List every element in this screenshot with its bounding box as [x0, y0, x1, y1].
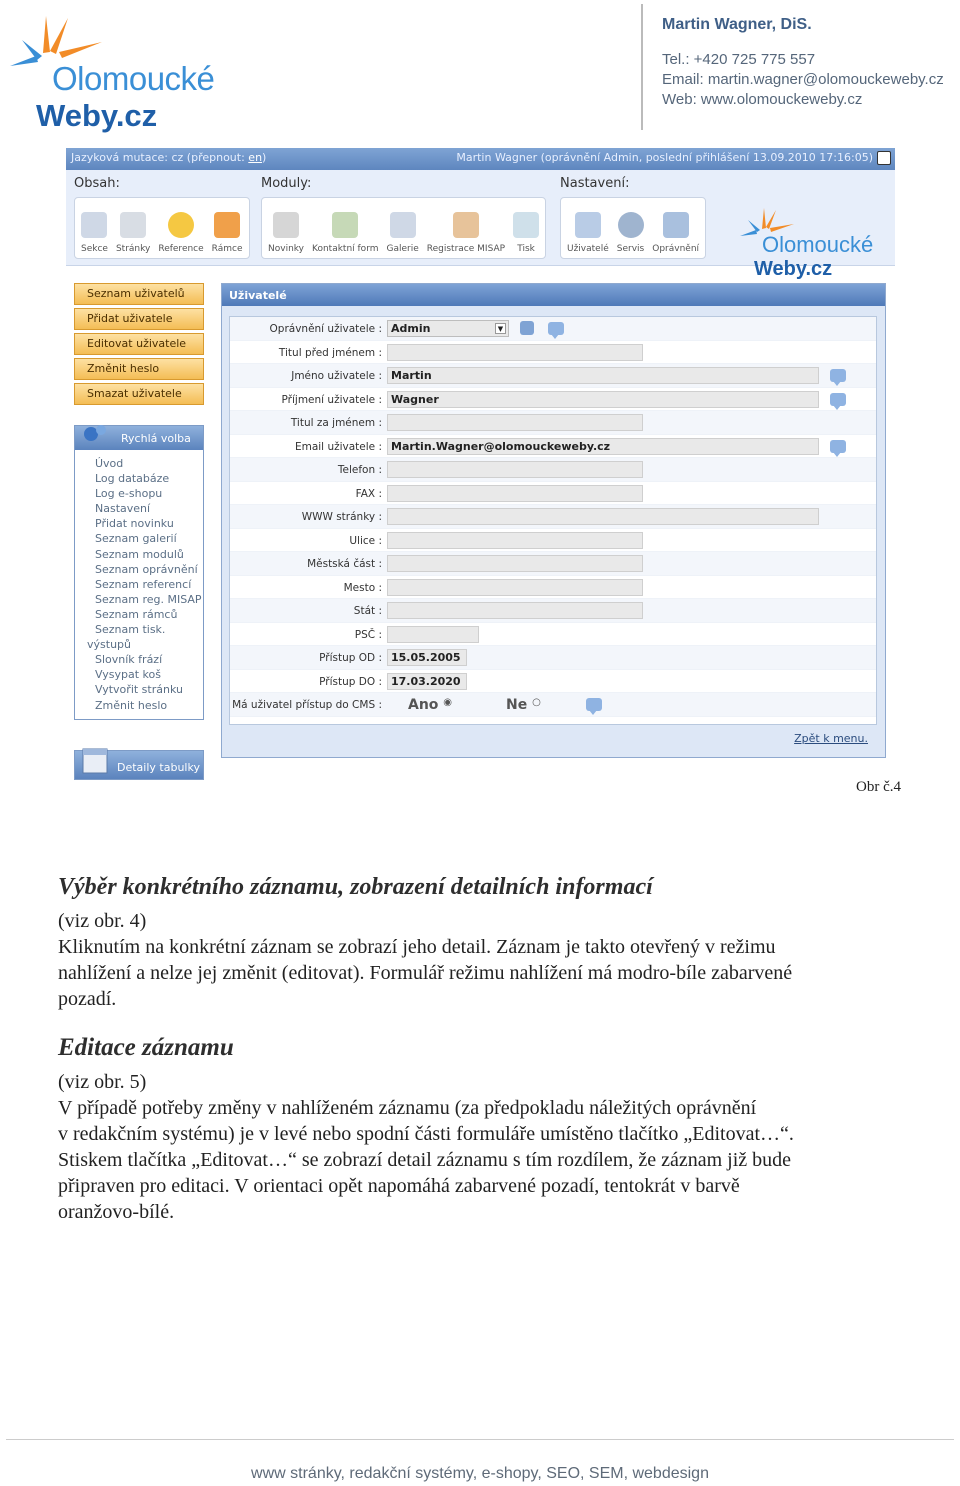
table-details-label: Detaily tabulky	[117, 760, 200, 774]
form-row	[230, 670, 876, 694]
form-row	[230, 646, 876, 670]
menu-item-sekce[interactable]	[79, 202, 110, 254]
users-icon	[575, 212, 601, 238]
section2-line: oranžovo-bílé.	[58, 1201, 175, 1223]
form-row	[230, 458, 876, 482]
chevron-down-icon: ▼	[495, 323, 506, 334]
quick-menu-item[interactable]: výstupů	[87, 638, 131, 652]
menu-item-kontaktni-form[interactable]	[310, 202, 381, 254]
table-icon	[81, 745, 109, 775]
section2-line: v redakčním systému) je v levé nebo spodní části formuláře umístěno tlačítko „Editovat…“.	[58, 1123, 794, 1145]
section1-line: pozadí.	[58, 988, 117, 1010]
form-row	[230, 341, 876, 365]
quick-menu-item[interactable]: Vysypat koš	[95, 668, 161, 682]
quick-menu-item[interactable]: Seznam oprávnění	[95, 562, 198, 576]
menu-item-label: Tisk	[517, 244, 535, 254]
section2-line: připraven pro editaci. V orientaci opět napomáhá zabarvené pozadí, tentokrát v barvě	[58, 1175, 740, 1197]
list-users-button[interactable]: Seznam uživatelů	[74, 283, 204, 305]
help-bubble-icon[interactable]	[548, 322, 564, 335]
logout-icon[interactable]	[877, 151, 891, 165]
logo-text-bottom: Weby.cz	[36, 98, 158, 133]
change-password-button[interactable]: Změnit heslo	[74, 358, 204, 380]
section2-line: Stiskem tlačítka „Editovat…“ se zobrazí detail záznamu s tím rozdílem, že záznam již bude	[58, 1149, 792, 1171]
quick-menu-item[interactable]: Změnit heslo	[95, 698, 168, 712]
field-label: Ulice :	[349, 534, 382, 547]
users-panel	[221, 283, 886, 758]
menu-item-label: Galerie	[386, 244, 419, 254]
permission-value: Admin	[391, 322, 431, 335]
section2-line: V případě potřeby změny v nahlíženém záznamu (za předpokladu náležitých oprávnění	[58, 1097, 757, 1119]
field-label: Stát :	[353, 605, 382, 617]
form-row	[230, 529, 876, 553]
form-row	[230, 599, 876, 623]
menu-item-uzivatele[interactable]	[565, 202, 611, 254]
help-bubble-icon[interactable]	[830, 393, 846, 406]
table-details-button[interactable]	[74, 750, 204, 780]
section2-ref: (viz obr. 5)	[58, 1071, 147, 1093]
field-input[interactable]	[387, 602, 643, 619]
form-row	[230, 482, 876, 506]
field-input[interactable]	[387, 485, 643, 502]
menu-item-registrace-misap[interactable]	[425, 202, 507, 254]
registration-icon	[453, 212, 479, 238]
edit-user-button[interactable]: Editovat uživatele	[74, 333, 204, 355]
language-label: Jazyková mutace: cz (přepnout:	[71, 151, 249, 164]
quick-menu-icon	[81, 422, 111, 446]
quick-menu-item[interactable]: Seznam tisk.	[95, 623, 166, 637]
menu-item-label: Stránky	[115, 244, 151, 254]
section1-heading: Výběr konkrétního záznamu, zobrazení detailních informací	[58, 874, 653, 900]
field-input[interactable]	[387, 579, 643, 596]
quick-menu-item[interactable]: Seznam referencí	[95, 577, 192, 591]
field-input[interactable]: 15.05.2005	[387, 649, 467, 666]
left-sidebar	[74, 283, 204, 780]
cms-top-bar	[66, 148, 895, 170]
radio-empty-icon: ○	[532, 697, 541, 708]
footer-text: www stránky, redakční systémy, e-shopy, SEO, SEM, webdesign	[251, 1465, 709, 1482]
form-row	[230, 411, 876, 435]
field-input[interactable]	[387, 461, 643, 478]
menu-item-label: Uživatelé	[567, 244, 609, 254]
figure-caption: Obr č.4	[856, 779, 901, 795]
menu-item-reference[interactable]	[156, 202, 205, 254]
menu-item-label: Oprávnění	[652, 244, 700, 254]
cms-logo-text-top: Olomoucké	[762, 232, 874, 257]
contact-phone: Tel.: +420 725 775 557	[662, 51, 816, 68]
menu-item-label: Servis	[616, 244, 645, 254]
footer-divider	[6, 1439, 954, 1440]
cms-menu	[66, 170, 895, 280]
field-label: Email uživatele :	[294, 440, 382, 453]
pencil-icon	[81, 212, 107, 238]
company-logo	[6, 12, 226, 133]
quick-menu-item[interactable]: Log databáze	[95, 472, 170, 486]
form-row	[230, 552, 876, 576]
menu-item-label: Rámce	[211, 244, 243, 254]
quick-menu-item[interactable]: Slovník frází	[95, 653, 163, 667]
contact-name: Martin Wagner, DiS.	[662, 16, 812, 33]
back-to-menu-link[interactable]: Zpět k menu.	[794, 732, 868, 745]
contact-web[interactable]: Web: www.olomouckeweby.cz	[662, 91, 863, 108]
help-bubble-icon[interactable]	[830, 440, 846, 453]
radio-yes-label: Ano	[408, 697, 439, 713]
print-icon	[513, 212, 539, 238]
cms-screenshot	[66, 148, 895, 778]
cms-logo	[738, 208, 883, 278]
menu-item-opravneni[interactable]	[650, 202, 701, 254]
quick-menu-item[interactable]: Seznam modulů	[95, 547, 184, 561]
form-row-permission	[230, 317, 876, 341]
field-input[interactable]	[387, 626, 479, 643]
header-divider	[641, 4, 643, 130]
form-row	[230, 364, 876, 388]
help-bubble-icon[interactable]	[586, 698, 602, 711]
field-input[interactable]: Martin.Wagner@olomouckeweby.cz	[387, 438, 819, 455]
quick-menu-item[interactable]: Seznam galerií	[95, 532, 177, 546]
quick-menu-item[interactable]: Nastavení	[95, 502, 151, 516]
language-switch-link[interactable]: en	[248, 151, 263, 164]
menu-group-obsah	[74, 176, 250, 259]
permissions-icon	[663, 212, 689, 238]
menu-item-label: Novinky	[268, 244, 304, 254]
form-row	[230, 505, 876, 529]
contact-form-icon	[332, 212, 358, 238]
field-label: Má uživatel přístup do CMS :	[232, 699, 382, 711]
field-label: Titul před jménem :	[278, 346, 382, 359]
quick-menu-item[interactable]: Seznam rámců	[95, 607, 178, 621]
menu-item-label: Kontaktní form	[312, 244, 379, 254]
frames-icon	[214, 212, 240, 238]
field-label: Jméno uživatele :	[291, 370, 382, 382]
section2-heading: Editace záznamu	[58, 1034, 234, 1061]
field-input[interactable]: 17.03.2020	[387, 673, 467, 690]
menu-group-title: Nastavení:	[560, 176, 630, 191]
quick-menu-item[interactable]: Vytvořit stránku	[95, 683, 183, 697]
menu-item-galerie[interactable]	[385, 202, 421, 254]
menu-group-nastaveni	[560, 176, 706, 259]
quick-menu-item[interactable]: Přidat novinku	[95, 517, 174, 531]
radio-no[interactable]	[506, 697, 541, 713]
form-row-cms-access	[230, 693, 876, 717]
menu-group-title: Obsah:	[74, 176, 120, 191]
field-label: Oprávnění uživatele :	[269, 323, 382, 335]
field-label: Telefon :	[337, 464, 382, 476]
menu-item-label: Sekce	[81, 244, 108, 254]
field-input[interactable]	[387, 414, 643, 431]
language-label-end: )	[262, 151, 267, 164]
radio-yes[interactable]	[408, 697, 452, 713]
smiley-icon	[168, 212, 194, 238]
field-input[interactable]	[387, 555, 643, 572]
quick-menu-title: Rychlá volba	[121, 432, 191, 445]
delete-user-button[interactable]: Smazat uživatele	[74, 383, 204, 405]
field-label: WWW stránky :	[301, 511, 382, 523]
radio-selected-icon: ◉	[443, 697, 453, 708]
field-label: Titul za jménem :	[290, 417, 382, 429]
menu-item-stranky[interactable]	[114, 202, 152, 254]
field-label: Mesto :	[343, 581, 382, 594]
cms-logo-text-bottom: Weby.cz	[754, 258, 833, 280]
field-label: Příjmení uživatele :	[281, 393, 382, 406]
key-icon[interactable]	[520, 321, 534, 335]
login-info: Martin Wagner (oprávnění Admin, poslední přihlášení 13.09.2010 17:16:05)	[456, 151, 873, 164]
menu-group-title: Moduly:	[261, 176, 312, 191]
news-icon	[273, 212, 299, 238]
menu-item-label: Registrace MISAP	[426, 244, 506, 254]
field-label: Přístup DO :	[319, 675, 382, 688]
quick-menu-item[interactable]: Log e-shopu	[95, 487, 163, 501]
menu-item-tisk[interactable]	[511, 202, 541, 254]
contact-block	[662, 16, 944, 110]
field-input[interactable]: Martin	[387, 367, 819, 384]
field-input[interactable]	[387, 344, 643, 361]
section1-line: nahlížení a nelze jej změnit (editovat). Formulář režimu nahlížení má modro-bíle zabarvené	[58, 962, 793, 984]
field-label: Přístup OD :	[319, 652, 382, 664]
menu-item-novinky[interactable]	[266, 202, 306, 254]
menu-item-ramce[interactable]	[210, 202, 245, 254]
section1-ref: (viz obr. 4)	[58, 910, 147, 932]
panel-title: Uživatelé	[222, 284, 885, 306]
quick-menu	[74, 425, 204, 720]
quick-menu-header	[75, 426, 203, 450]
add-user-button[interactable]: Přidat uživatele	[74, 308, 204, 330]
radio-no-label: Ne	[506, 697, 528, 713]
logo-text-top: Olomoucké	[52, 60, 215, 97]
permission-select[interactable]	[387, 320, 509, 337]
menu-group-moduly	[261, 176, 546, 259]
quick-menu-item[interactable]: Úvod	[95, 457, 124, 470]
menu-item-servis[interactable]	[615, 202, 646, 254]
field-label: PSČ :	[354, 628, 382, 641]
form-row	[230, 576, 876, 600]
form-row	[230, 435, 876, 459]
field-label: Městská část :	[307, 558, 382, 570]
quick-menu-item[interactable]: Seznam reg. MISAP	[95, 592, 202, 606]
pages-icon	[120, 212, 146, 238]
help-bubble-icon[interactable]	[830, 369, 846, 382]
user-detail-form	[229, 316, 877, 725]
form-row	[230, 623, 876, 647]
quick-menu-list	[75, 450, 203, 719]
field-input[interactable]	[387, 508, 819, 525]
section1-line: Kliknutím na konkrétní záznam se zobrazí jeho detail. Záznam je takto otevřený v režimu	[58, 936, 776, 958]
form-row	[230, 388, 876, 412]
contact-email[interactable]: Email: martin.wagner@olomouckeweby.cz	[662, 71, 944, 88]
gear-icon	[618, 212, 644, 238]
field-label: FAX :	[355, 487, 382, 500]
field-input[interactable]: Wagner	[387, 391, 819, 408]
menu-item-label: Reference	[158, 244, 204, 254]
field-input[interactable]	[387, 532, 643, 549]
gallery-icon	[390, 212, 416, 238]
